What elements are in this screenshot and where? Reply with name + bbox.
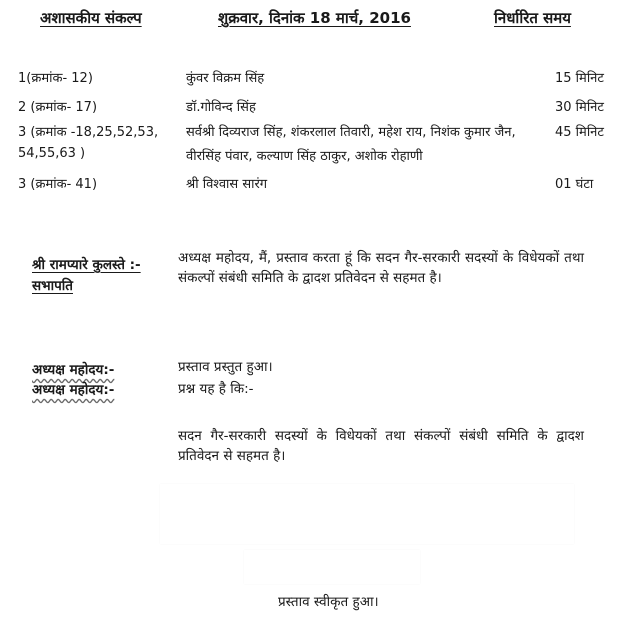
speech-1-text: अध्यक्ष महोदय, मैं, प्रस्ताव करता हूं कि सदन गैर-सरकारी सदस्यों के विधेयकों तथा संकल्पों संबंधी समिति के द्वादश प्रतिवेदन से सहमत है। — [178, 250, 584, 286]
speaker-name: श्री रामप्यारे कुलस्ते :- — [32, 257, 141, 273]
row-4-name: श्री विश्वास सारंग — [186, 177, 268, 192]
row-1-name: कुंवर विक्रम सिंह — [186, 71, 265, 86]
row-3-time: 45 मिनिट — [555, 125, 604, 140]
row-2-name: डॉ.गोविन्द सिंह — [186, 100, 256, 115]
chair-speaker-2: अध्यक्ष महोदय:- — [32, 382, 115, 398]
redaction-box-lower — [244, 550, 420, 584]
row-3-serial: 3 (क्रमांक -18,25,52,53, — [18, 125, 159, 140]
row-2-serial: 2 (क्रमांक- 17) — [18, 100, 98, 115]
motion-accepted-line: प्रस्ताव स्वीकृत हुआ। — [278, 594, 379, 610]
header-left: अशासकीय संकल्प — [40, 9, 142, 27]
question-line: प्रश्न यह है कि:- — [178, 381, 254, 397]
row-3-name-cont: वीरसिंह पंवार, कल्याण सिंह ठाकुर, अशोक रोहाणी — [186, 149, 423, 164]
row-1-time: 15 मिनिट — [555, 71, 604, 86]
redaction-box-upper — [160, 484, 574, 544]
row-4-time: 01 घंटा — [555, 177, 594, 192]
row-1-serial: 1(क्रमांक- 12) — [18, 71, 93, 86]
row-4-serial: 3 (क्रमांक- 41) — [18, 177, 98, 192]
header-date: शुक्रवार, दिनांक 18 मार्च, 2016 — [218, 9, 411, 27]
header-time: निर्धारित समय — [494, 9, 571, 27]
motion-text: सदन गैर-सरकारी सदस्यों के विधेयकों तथा संकल्पों संबंधी समिति के द्वादश प्रतिवेदन से सहमत है। — [178, 428, 584, 464]
chair-speaker-1: अध्यक्ष महोदय:- — [32, 362, 115, 378]
row-3-serial-cont: 54,55,63 ) — [18, 146, 86, 161]
motion-presented-line: प्रस्ताव प्रस्तुत हुआ। — [178, 359, 273, 375]
row-3-name: सर्वश्री दिव्यराज सिंह, शंकरलाल तिवारी, महेश राय, निशंक कुमार जैन, — [186, 125, 516, 140]
speaker-role: सभापति — [32, 278, 73, 294]
row-2-time: 30 मिनिट — [555, 100, 604, 115]
